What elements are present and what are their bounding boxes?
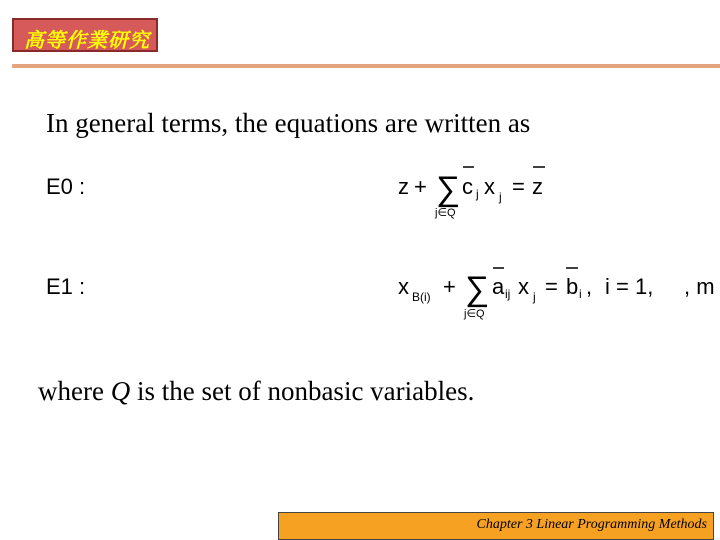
e1-sum-sub: j∈Q <box>464 308 485 320</box>
e1-i-range: i = 1, <box>605 274 654 299</box>
e1-b: b <box>566 274 579 299</box>
e1-x: x <box>398 274 409 299</box>
chapter-label: Chapter 3 Linear Programming Methods <box>476 517 707 532</box>
footer-text <box>38 376 474 407</box>
e1-sep: , <box>586 274 593 299</box>
e0-x: x <box>484 174 495 199</box>
header-title: 高等作業研究 <box>24 28 150 52</box>
equation-label-e1: E1 : <box>46 274 86 299</box>
e0-c-sub: j <box>476 187 479 201</box>
equation-e0 <box>398 167 545 219</box>
e0-sum: ∑ <box>436 170 461 208</box>
e1-a: a <box>492 274 505 299</box>
chapter-footer-box <box>278 512 714 540</box>
e1-x2: x <box>518 274 529 299</box>
e1-equals: = <box>545 274 558 299</box>
e1-plus: + <box>443 274 456 299</box>
e1-x-sub: B(i) <box>412 290 431 304</box>
footer-before: where <box>38 376 104 406</box>
e0-x-sub: j <box>499 190 502 204</box>
e0-plus: + <box>414 174 427 199</box>
e1-m: , m <box>684 274 715 299</box>
e0-rhs: z <box>532 174 543 199</box>
intro-text: In general terms, the equations are written as <box>46 108 531 138</box>
equation-label-e0: E0 : <box>46 174 86 199</box>
e1-x2-sub: j <box>533 290 536 304</box>
footer-var: Q <box>110 376 131 406</box>
footer-after: is the set of nonbasic variables. <box>136 376 475 406</box>
equation-e1 <box>398 268 715 320</box>
e0-z: z <box>398 174 409 199</box>
e1-b-sub: i <box>579 287 582 301</box>
e1-sum: ∑ <box>465 270 490 308</box>
e0-sum-sub: j∈Q <box>435 207 456 219</box>
e0-equals: = <box>512 174 525 199</box>
e0-c: c <box>462 174 473 199</box>
e1-a-sub: ij <box>505 287 511 301</box>
